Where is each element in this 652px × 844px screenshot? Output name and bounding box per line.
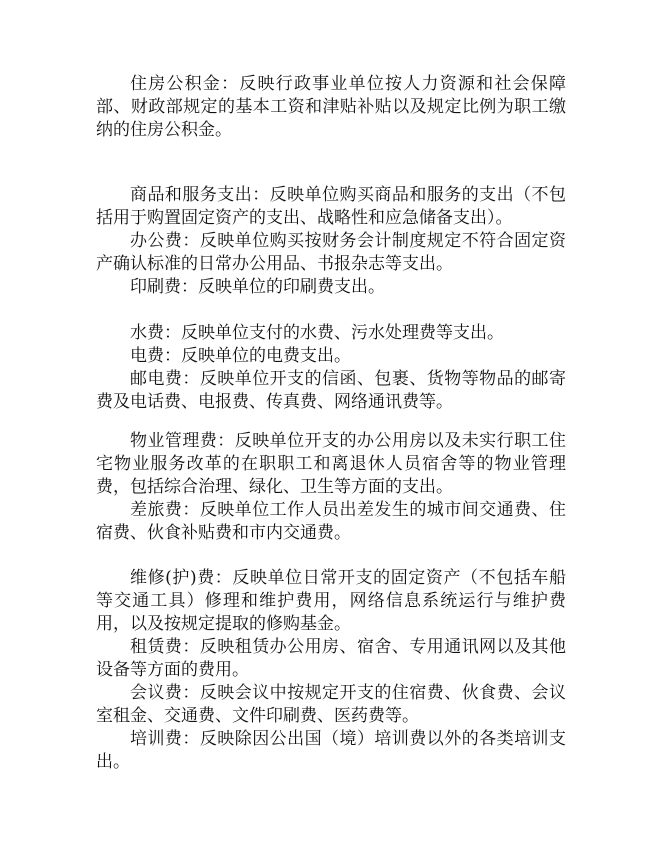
paragraph-water: 水费：反映单位支付的水费、污水处理费等支出。: [130, 323, 504, 343]
paragraph-rent: 租赁费：反映租赁办公用房、宿舍、专用通讯网以及其他设备等方面的费用。: [96, 637, 566, 680]
paragraph-meetings: 会议费：反映会议中按规定开支的住宿费、伙食费、会议室租金、交通费、文件印刷费、医药费等。: [96, 683, 566, 726]
paragraph-goods-services: 商品和服务支出：反映单位购买商品和服务的支出（不包括用于购置固定资产的支出、战略性和应急储备支出）。: [96, 185, 566, 228]
paragraph-printing: 印刷费：反映单位的印刷费支出。: [130, 277, 385, 297]
paragraph-property-management: 物业管理费：反映单位开支的办公用房以及未实行职工住宅物业服务改革的在职职工和离退休人员宿舍等的物业管理费，包括综合治理、绿化、卫生等方面的支出。: [96, 431, 566, 497]
paragraph-office-expenses: 办公费：反映单位购买按财务会计制度规定不符合固定资产确认标准的日常办公用品、书报杂志等支出。: [96, 231, 566, 274]
paragraph-housing-fund: 住房公积金：反映行政事业单位按人力资源和社会保障部、财政部规定的基本工资和津贴补贴以及规定比例为职工缴纳的住房公积金。: [96, 74, 566, 140]
paragraph-training: 培训费：反映除因公出国（境）培训费以外的各类培训支出。: [96, 729, 566, 772]
paragraph-travel: 差旅费：反映单位工作人员出差发生的城市间交通费、住宿费、伙食补贴费和市内交通费。: [96, 500, 566, 543]
paragraph-electricity: 电费：反映单位的电费支出。: [130, 346, 351, 366]
paragraph-post-telecom: 邮电费：反映单位开支的信函、包裹、货物等物品的邮寄费及电话费、电报费、传真费、网络通讯费等。: [96, 369, 566, 412]
paragraph-maintenance: 维修(护)费：反映单位日常开支的固定资产（不包括车船等交通工具）修理和维护费用，网络信息系统运行与维护费用，以及按规定提取的修购基金。: [96, 568, 566, 634]
